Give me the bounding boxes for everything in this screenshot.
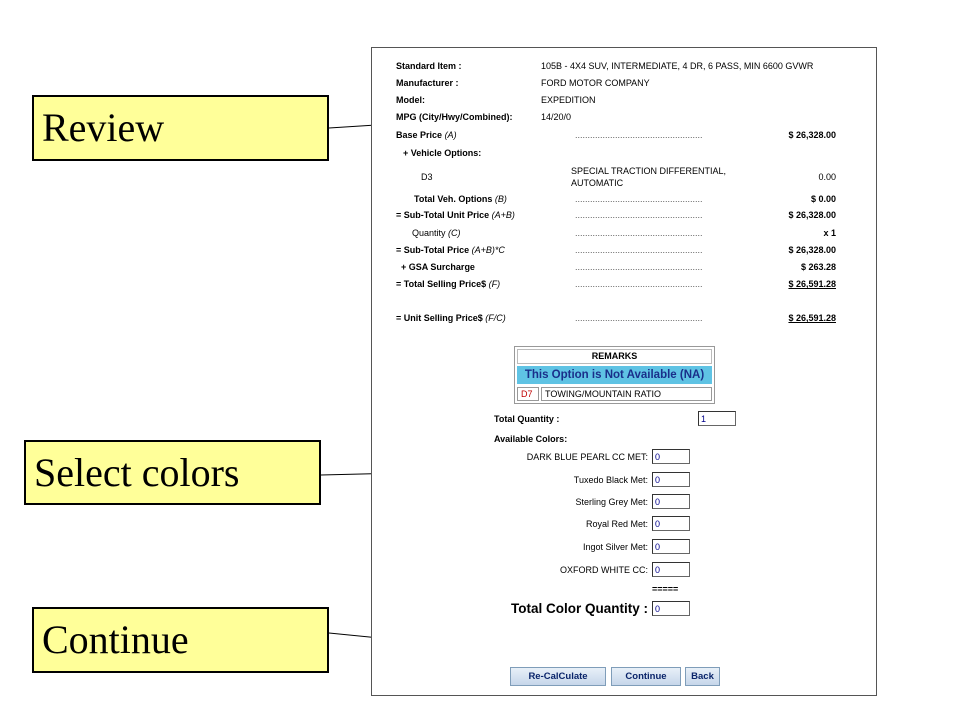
remarks-header: REMARKS xyxy=(517,349,712,364)
total-selling-value: $ 26,591.28 xyxy=(788,279,836,289)
unit-selling-tag: (F/C) xyxy=(485,313,506,323)
subtotal-unit-value: $ 26,328.00 xyxy=(788,210,836,220)
total-veh-options-label: Total Veh. Options (B) xyxy=(414,194,507,204)
continue-callout-label: Continue xyxy=(42,617,189,662)
recalculate-button[interactable]: Re-CalCulate xyxy=(510,667,606,686)
continue-button[interactable]: Continue xyxy=(611,667,681,686)
back-button[interactable]: Back xyxy=(685,667,720,686)
color-qty-oxford-white[interactable] xyxy=(652,562,690,577)
total-color-quantity-input[interactable] xyxy=(652,601,690,616)
option-desc-line1: SPECIAL TRACTION DIFFERENTIAL, xyxy=(571,166,727,176)
remark-code: D7 xyxy=(517,387,539,401)
color-qty-ingot-silver[interactable] xyxy=(652,539,690,554)
color-qty-sterling-grey[interactable] xyxy=(652,494,690,509)
model-label: Model: xyxy=(396,95,425,105)
option-desc-line2: AUTOMATIC xyxy=(571,178,624,188)
unit-selling-label: = Unit Selling Price$ (F/C) xyxy=(396,313,506,323)
option-code: D3 xyxy=(421,172,433,182)
total-selling-label: = Total Selling Price$ (F) xyxy=(396,279,501,289)
unit-selling-value: $ 26,591.28 xyxy=(788,313,836,323)
manufacturer-value: FORD MOTOR COMPANY xyxy=(541,78,650,88)
color-label-royal-red: Royal Red Met: xyxy=(585,519,648,529)
subtotal-price-value: $ 26,328.00 xyxy=(788,245,836,255)
option-price: 0.00 xyxy=(818,172,836,182)
color-label-tuxedo-black: Tuxedo Black Met: xyxy=(573,475,648,485)
total-color-quantity-label: Total Color Quantity : xyxy=(511,601,648,616)
dot-leader: ................................................... xyxy=(575,194,703,204)
dot-leader: ................................................... xyxy=(575,130,703,140)
color-label-oxford-white: OXFORD WHITE CC: xyxy=(560,565,648,575)
dot-leader: ................................................... xyxy=(575,210,703,220)
base-price-value: $ 26,328.00 xyxy=(788,130,836,140)
subtotal-price-tag: (A+B)*C xyxy=(471,245,505,255)
available-colors-label: Available Colors: xyxy=(494,434,568,444)
manufacturer-label: Manufacturer : xyxy=(396,78,459,88)
color-label-dark-blue-pearl: DARK BLUE PEARL CC MET: xyxy=(526,452,648,462)
review-callout-label: Review xyxy=(42,105,165,150)
vehicle-options-label: + Vehicle Options: xyxy=(403,148,482,158)
color-qty-royal-red[interactable] xyxy=(652,516,690,531)
quantity-tag: (C) xyxy=(448,228,461,238)
subtotal-unit-label: = Sub-Total Unit Price (A+B) xyxy=(396,210,515,220)
sum-separator: ===== xyxy=(652,584,679,594)
base-price-tag: (A) xyxy=(444,130,457,140)
mpg-label: MPG (City/Hwy/Combined): xyxy=(396,112,513,122)
dot-leader: ................................................... xyxy=(575,262,703,272)
standard-item-value: 105B - 4X4 SUV, INTERMEDIATE, 4 DR, 6 PASS, MIN 6600 GVWR xyxy=(541,61,814,71)
total-veh-options-value: $ 0.00 xyxy=(810,194,836,204)
remark-description: TOWING/MOUNTAIN RATIO xyxy=(541,387,712,401)
standard-item-label: Standard Item : xyxy=(396,61,462,71)
remarks-box xyxy=(514,346,715,404)
total-quantity-label: Total Quantity : xyxy=(494,414,560,424)
not-available-banner: This Option is Not Available (NA) xyxy=(517,366,712,384)
color-label-sterling-grey: Sterling Grey Met: xyxy=(575,497,648,507)
total-quantity-input[interactable] xyxy=(698,411,736,426)
model-value: EXPEDITION xyxy=(541,95,596,105)
subtotal-price-label: = Sub-Total Price (A+B)*C xyxy=(396,245,505,255)
color-label-ingot-silver: Ingot Silver Met: xyxy=(582,542,648,552)
quantity-label: Quantity (C) xyxy=(412,228,461,238)
quantity-value: x 1 xyxy=(823,228,836,238)
color-qty-dark-blue-pearl[interactable] xyxy=(652,449,690,464)
dot-leader: ................................................... xyxy=(575,313,703,323)
mpg-value: 14/20/0 xyxy=(541,112,572,122)
dot-leader: ................................................... xyxy=(575,245,703,255)
subtotal-unit-tag: (A+B) xyxy=(491,210,515,220)
gsa-surcharge-value: $ 263.28 xyxy=(800,262,836,272)
total-selling-tag: (F) xyxy=(488,279,501,289)
select-colors-callout-label: Select colors xyxy=(34,449,240,495)
dot-leader: ................................................... xyxy=(575,228,703,238)
gsa-surcharge-label: + GSA Surcharge xyxy=(401,262,475,272)
base-price-label: Base Price (A) xyxy=(396,130,457,140)
total-veh-options-tag: (B) xyxy=(494,194,507,204)
dot-leader: ................................................... xyxy=(575,279,703,289)
color-qty-tuxedo-black[interactable] xyxy=(652,472,690,487)
